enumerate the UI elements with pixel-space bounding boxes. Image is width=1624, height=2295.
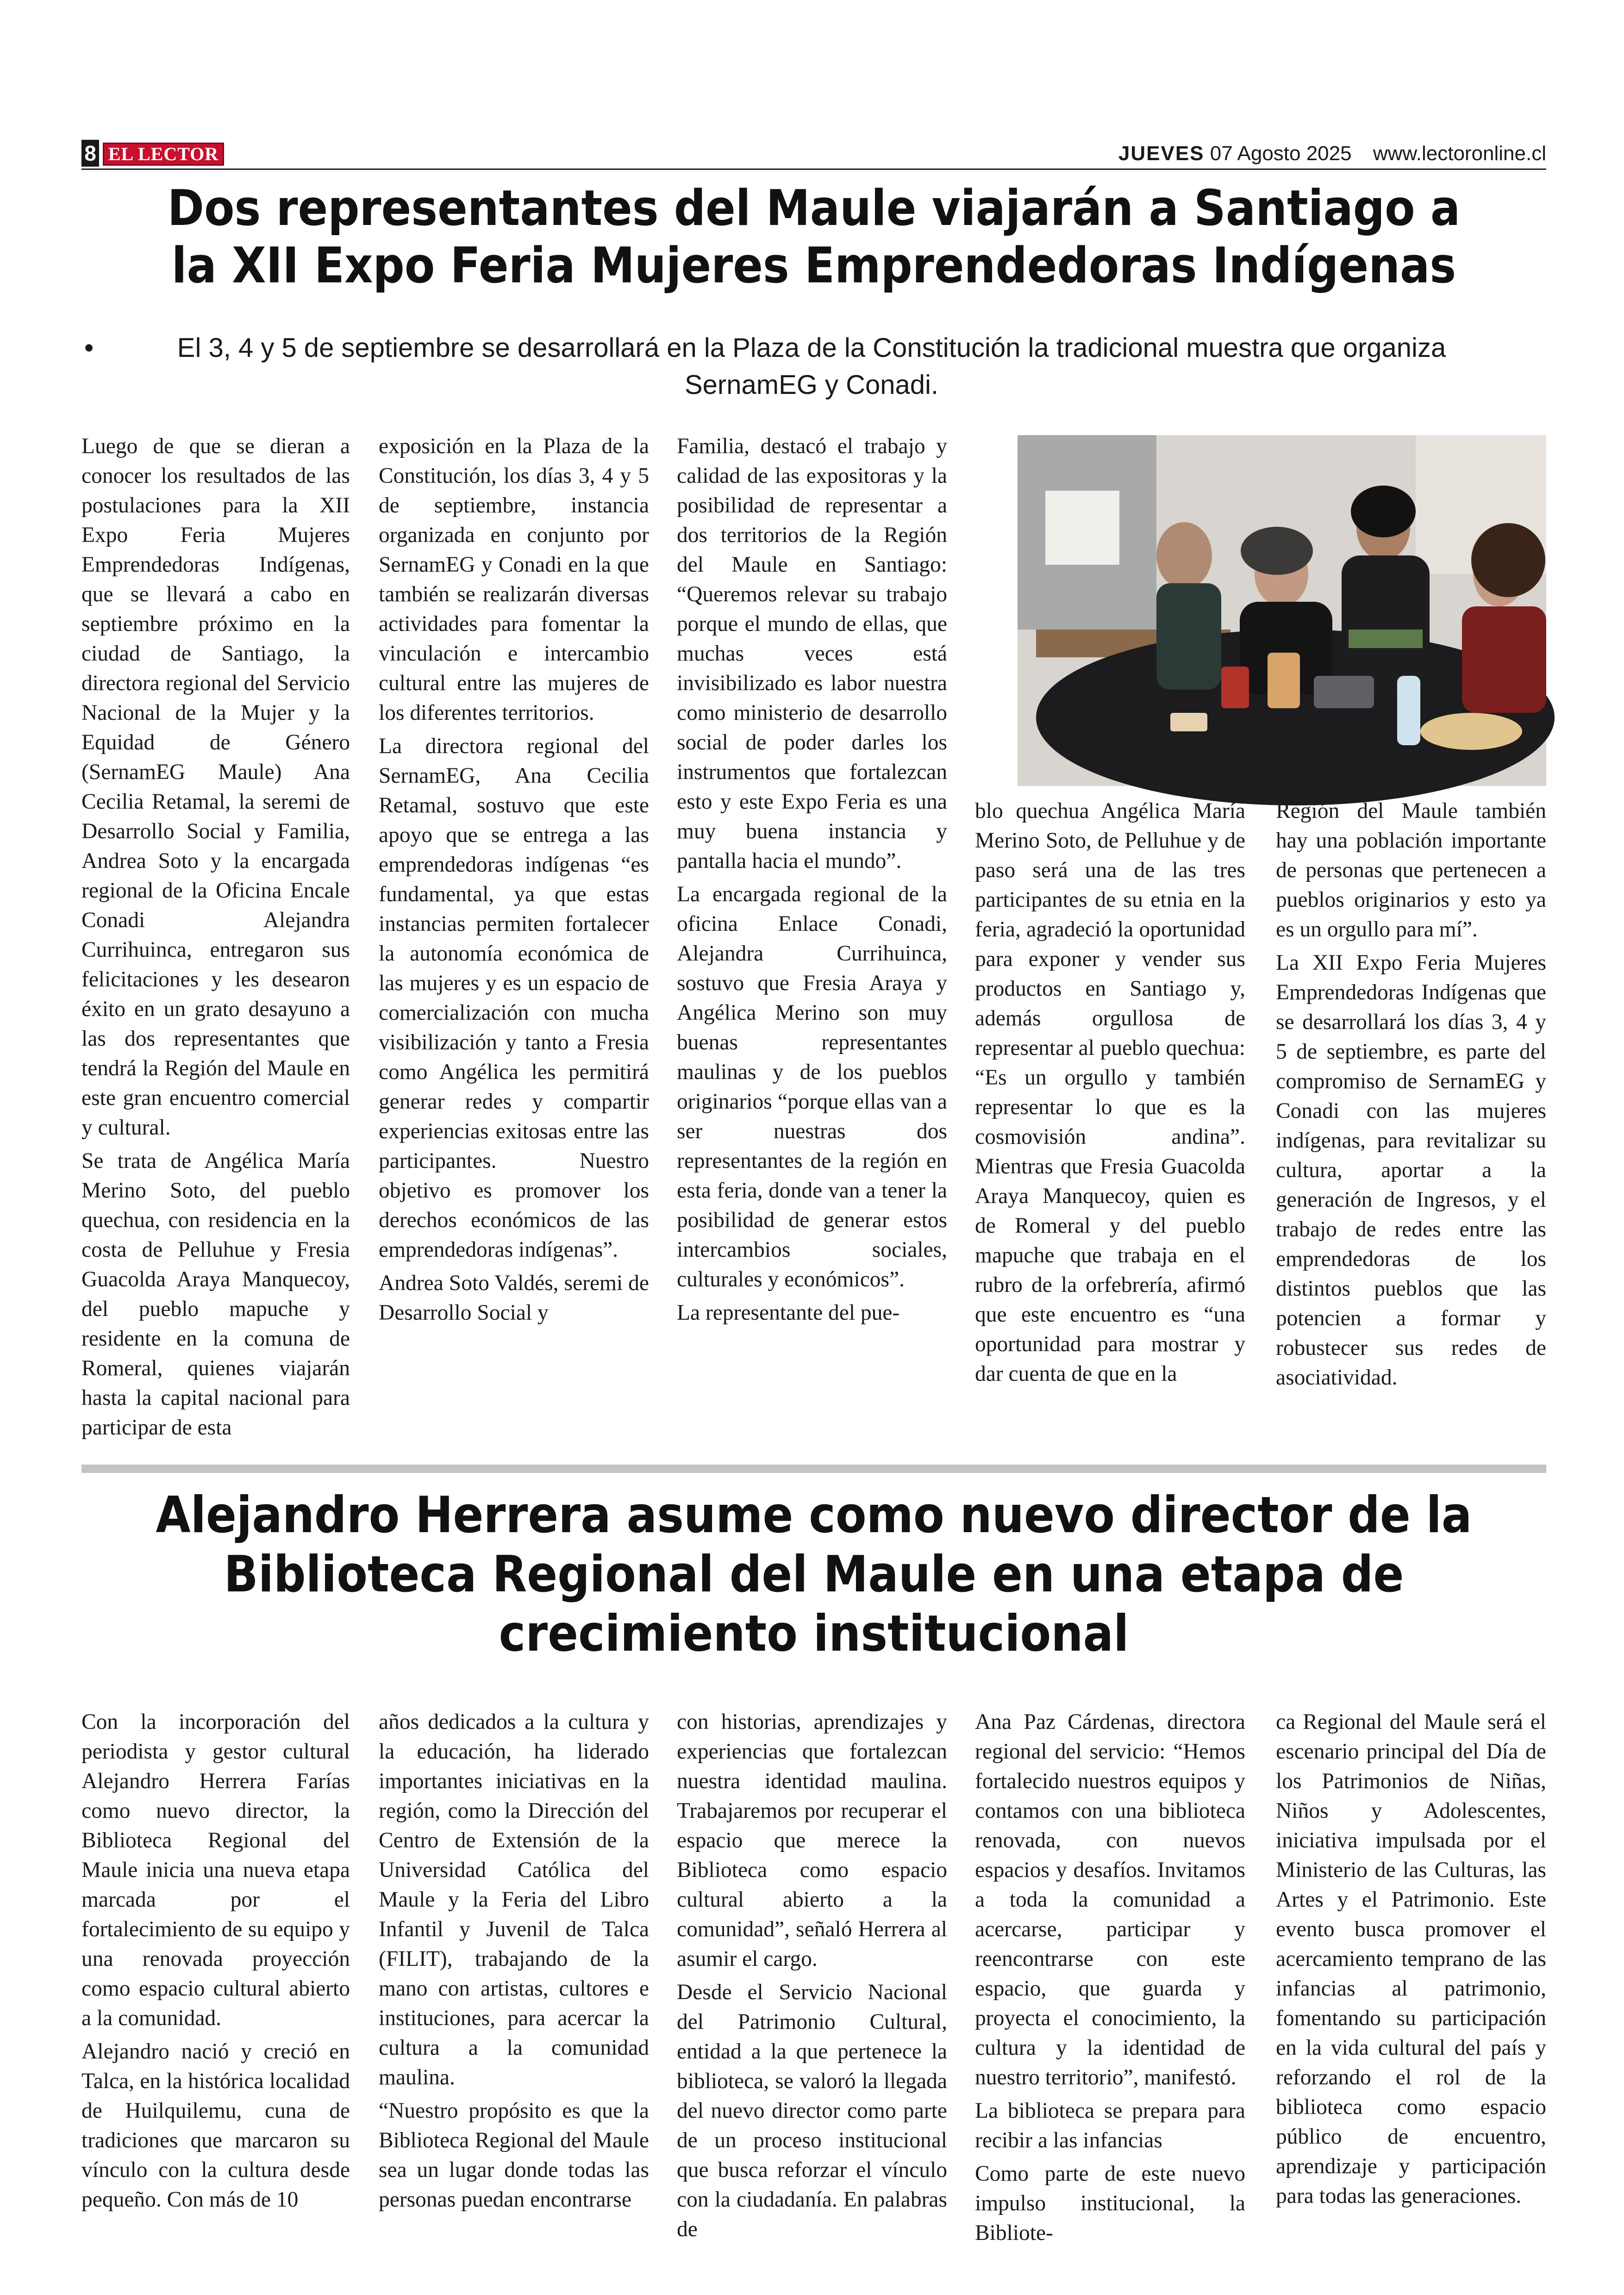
paragraph: “Nuestro propósito es que la Biblioteca Regional del Maule sea un lugar donde todas las personas puedan encontrarse [379, 2099, 649, 2212]
article1-photo [1018, 435, 1546, 786]
article1-column-5 [1276, 796, 1546, 1431]
article2-column-1 [81, 1707, 350, 2212]
paragraph: Como parte de este nuevo impulso institucional, la Bibliote- [975, 2162, 1245, 2245]
article1-column-3 [677, 431, 947, 1431]
article2-column-3 [677, 1707, 947, 2241]
masthead-url[interactable]: www.lectoronline.cl [1373, 142, 1546, 165]
article1-column-2 [379, 431, 649, 1431]
masthead [81, 139, 1546, 170]
masthead-date: 07 Agosto 2025 [1210, 142, 1352, 165]
article1-subhead [81, 330, 1546, 404]
article2-column-4 [975, 1707, 1245, 2245]
paragraph: Región del Maule también hay una población importante de personas que pertenecen a pueblos originarios y esto ya es un orgullo para mí”. [1276, 799, 1546, 942]
paragraph: Familia, destacó el trabajo y calidad de las expositoras y la posibilidad de representar a dos territorios de la Región del Maule en Santiago: “Queremos relevar su trabajo porque el mundo de ellas, que muchas veces está invisibilizado es labor nuestra como ministerio de desarrollo social de poder darles los instrumentos que fortalezcan esto y este Expo Feria es una muy buena instancia y pantalla hacia el mundo”. [677, 434, 947, 873]
paragraph: Andrea Soto Valdés, seremi de Desarrollo Social y [379, 1271, 649, 1325]
paragraph: La XII Expo Feria Mujeres Emprendedoras Indígenas que se desarrollará los días 3, 4 y 5 de septiembre, es parte del compromiso de SernamEG y Conadi con las mujeres indígenas, para revitalizar su cultura, aportar a la generación de Ingresos, y el trabajo de redes entre las emprendedoras de los distintos pueblos que las potencien a formar y robustecer sus redes de asociatividad. [1276, 951, 1546, 1390]
paragraph: Con la incorporación del periodista y gestor cultural Alejandro Herrera Farías como nuevo director, la Biblioteca Regional del Maule inicia una nueva etapa marcada por el fortalecimiento de su equipo y una renovada proyección como espacio cultural abierto a la comunidad. [81, 1710, 350, 2030]
paragraph: Se trata de Angélica María Merino Soto, del pueblo quechua, con residencia en la costa de Pelluhue y Fresia Guacolda Araya Manquecoy, del pueblo mapuche y residente en la comuna de Romeral, quienes viajarán hasta la capital nacional para participar de esta [81, 1149, 350, 1440]
paragraph: La directora regional del SernamEG, Ana Cecilia Retamal, sostuvo que este apoyo que se entrega a las emprendedoras indígenas “es fundamental, ya que estas instancias permiten fortalecer la autonomía económica de las mujeres y es un espacio de comercialización con mucha visibilización y tanto a Fresia como Angélica les permitirá generar redes y compartir experiencias exitosas entre las participantes. Nuestro objetivo es promover los derechos económicos de las emprendedoras indígenas”. [379, 734, 649, 1262]
paragraph: La encargada regional de la oficina Enlace Conadi, Alejandra Currihuinca, sostuvo que Fresia Araya y Angélica Merino son muy buenas representantes maulinas y de los pueblos originarios “porque ellas van a ser nuestras dos representantes de la región en esta feria, donde van a tener la posibilidad de generar estos intercambios sociales, culturales y económicos”. [677, 882, 947, 1291]
masthead-day: JUEVES [1118, 142, 1205, 165]
article1-subhead-text: El 3, 4 y 5 de septiembre se desarrollará en la Plaza de la Constitución la tradicional muestra que organiza SernamEG y Conadi. [177, 333, 1446, 400]
article1-column-1 [81, 431, 350, 1440]
paragraph: La biblioteca se prepara para recibir a las infancias [975, 2099, 1245, 2152]
article2-column-5 [1276, 1707, 1546, 2208]
paragraph: Luego de que se dieran a conocer los resultados de las postulaciones para la XII Expo Feria Mujeres Emprendedoras Indígenas, que se llevará a cabo en septiembre próximo en la ciudad de Santiago, la directora regional del Servicio Nacional de la Mujer y la Equidad de Género (SernamEG Maule) Ana Cecilia Retamal, la seremi de Desarrollo Social y Familia, Andrea Soto y la encargada regional de la Oficina Encale Conadi Alejandra Currihuinca, entregaron sus felicitaciones y les desearon éxito en un grato desayuno a las dos representantes que tendrá la Región del Maule en este gran encuentro comercial y cultural. [81, 434, 350, 1140]
paragraph: exposición en la Plaza de la Constitución, los días 3, 4 y 5 de septiembre, instancia organizada en conjunto por SernamEG y Conadi en la que también se realizarán diversas actividades para fomentar la vinculación e intercambio cultural entre las mujeres de los diferentes territorios. [379, 434, 649, 725]
article1-column-4 [975, 796, 1245, 1431]
paragraph: La representante del pue- [677, 1301, 900, 1325]
paragraph: blo quechua Angélica María Merino Soto, de Pelluhue y de paso será una de las tres participantes de su etnia en la feria, agradeció la oportunidad para exponer y vender sus productos en Santiago y, además orgullosa de representar al pueblo quechua: “Es un orgullo y también representar lo que es la cosmovisión andina”. Mientras que Fresia Guacolda Araya Manquecoy, quien es de Romeral y del pueblo mapuche que trabaja en el rubro de la orfebrería, afirmó que este encuentro es “una oportunidad para mostrar y dar cuenta de que en la [975, 799, 1245, 1386]
newspaper-logo: EL LECTOR [103, 143, 224, 166]
masthead-date-line [1118, 141, 1546, 167]
section-divider [81, 1465, 1546, 1473]
paragraph: años dedicados a la cultura y la educación, ha liderado importantes iniciativas en la región, como la Dirección del Centro de Extensión de la Universidad Católica del Maule y la Feria del Libro Infantil y Juvenil de Talca (FILIT), trabajando de la mano con artistas, cultores e instituciones, para acercar la cultura a la comunidad maulina. [379, 1710, 649, 2089]
bullet-icon: • [84, 333, 94, 363]
paragraph: Desde el Servicio Nacional del Patrimonio Cultural, entidad a la que pertenece la biblioteca, se valoró la llegada del nuevo director como parte de un proceso institucional que busca reforzar el vínculo con la ciudadanía. En palabras de [677, 1980, 947, 2241]
page-number: 8 [81, 140, 99, 167]
paragraph: Ana Paz Cárdenas, directora regional del servicio: “Hemos fortalecido nuestros equipos y contamos con una biblioteca renovada, con nuevos espacios y desafíos. Invitamos a toda la comunidad a acercarse, participar y reencontrarse con este espacio, que guarda y proyecta el conocimiento, la cultura y la identidad de nuestro territorio”, manifestó. [975, 1710, 1245, 2089]
article1-headline: Dos representantes del Maule viajarán a Santiago a la XII Expo Feria Mujeres Emprendedoras Indígenas [167, 180, 1461, 294]
paragraph: ca Regional del Maule será el escenario principal del Día de los Patrimonios de Niñas, Niños y Adolescentes, iniciativa impulsada por el Ministerio de las Culturas, las Artes y el Patrimonio. Este evento busca promover el acercamiento temprano de las infancias al patrimonio, fomentando su participación en la vida cultural del país y reforzando el rol de la biblioteca como espacio público de encuentro, aprendizaje y participación para todas las generaciones. [1276, 1710, 1546, 2208]
paragraph: con historias, aprendizajes y experiencias que fortalezcan nuestra identidad maulina. Trabajaremos por recuperar el espacio que merece la Biblioteca como espacio cultural abierto a la comunidad”, señaló Herrera al asumir el cargo. [677, 1710, 947, 1971]
article2-headline: Alejandro Herrera asume como nuevo director de la Biblioteca Regional del Maule en una etapa de crecimiento institucional [156, 1486, 1472, 1663]
article2-column-2 [379, 1707, 649, 2212]
meeting-photo-image [1018, 435, 1546, 786]
paragraph: Alejandro nació y creció en Talca, en la histórica localidad de Huilquilemu, cuna de tradiciones que marcaron su vínculo con la cultura desde pequeño. Con más de 10 [81, 2039, 350, 2212]
